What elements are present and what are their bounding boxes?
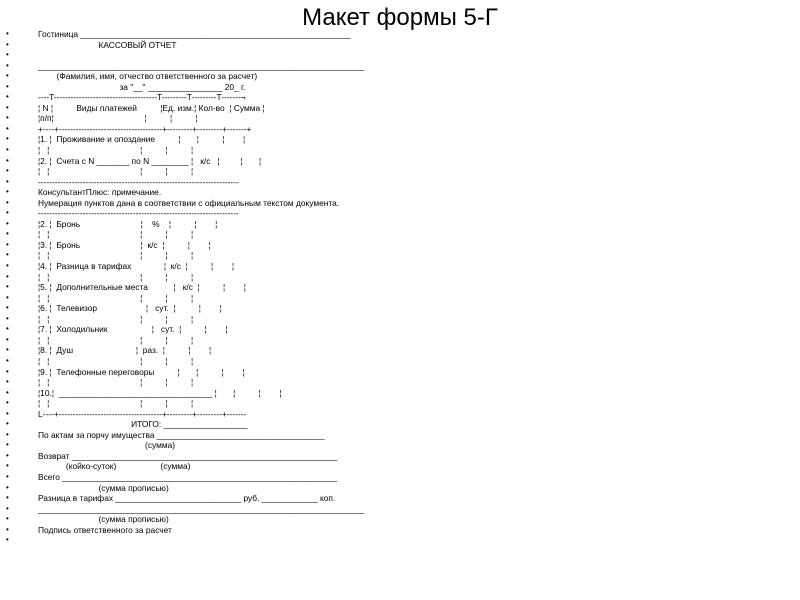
form-line: • ¦1. ¦ Проживание и опоздание ¦ ¦ ¦ ¦ [6,134,364,145]
form-line: • ¦2. ¦ Бронь ¦ % ¦ ¦ ¦ [6,219,364,230]
form-line: • ------------------------------------------------------------------------ [6,208,364,219]
form-line: • Разница в тарифах ___________________________ руб. ____________ коп. [6,493,364,504]
form-line: • ¦7. ¦ Холодильник ¦ сут. ¦ ¦ ¦ [6,324,364,335]
form-line: • +----+-------------------------------------+---------+---------+-------+ [6,124,364,135]
form-line: • Подпись ответственного за расчет [6,525,364,536]
form-line: • (сумма прописью) [6,514,364,525]
form-line: • ¦6. ¦ Телевизор ¦ сут. ¦ ¦ ¦ [6,303,364,314]
form-line: • ______________________________________________________________________ [6,61,364,72]
form-line: • ¦ ¦ ¦ ¦ ¦ [6,335,364,346]
form-line: • (сумма прописью) [6,483,364,494]
form-line: • ¦ ¦ ¦ ¦ ¦ [6,145,364,156]
form-line: • ¦5. ¦ Дополнительные места ¦ к/с ¦ ¦ ¦ [6,282,364,293]
form-line: • КАССОВЫЙ ОТЧЕТ [6,40,364,51]
form-line: • ¦ ¦ ¦ ¦ ¦ [6,229,364,240]
form-line: • ¦ ¦ ¦ ¦ ¦ [6,293,364,304]
form-line: • ¦ N ¦ Виды платежей ¦Ед. изм.¦ Кол-во ¦ Сумма ¦ [6,103,364,114]
slide-title: Макет формы 5-Г [302,4,498,31]
form-line: • Нумерация пунктов дана в соответствии с официальным текстом документа. [6,198,364,209]
form-line: • По актам за порчу имущества ____________________________________ [6,430,364,441]
form-line: • (Фамилия, имя, отчество ответственного за расчет) [6,71,364,82]
form-line: • ¦ ¦ ¦ ¦ ¦ [6,166,364,177]
form-line: • Гостиница __________________________________________________________ [6,29,364,40]
form-line: • ------------------------------------------------------------------------ [6,177,364,188]
form-line: • ¦ ¦ ¦ ¦ ¦ [6,398,364,409]
form-line: • ______________________________________________________________________ [6,504,364,515]
form-line: • ¦п/п¦ ¦ ¦ ¦ [6,113,364,124]
form-lines [6,29,364,546]
form-line: • ¦10.¦ _________________________________ ¦ ¦ ¦ ¦ [6,388,364,399]
form-line: • за "__" ________________ 20_ г. [6,82,364,93]
form-line: • ¦ ¦ ¦ ¦ ¦ [6,377,364,388]
form-line: • ¦ ¦ ¦ ¦ ¦ [6,314,364,325]
form-line: • L----+-------------------------------------+---------+---------+------- [6,409,364,420]
form-line: • ¦ ¦ ¦ ¦ ¦ [6,250,364,261]
form-line: • ¦ ¦ ¦ ¦ ¦ [6,272,364,283]
form-line: • (сумма) [6,440,364,451]
form-line: • КонсультантПлюс: примечание. [6,187,364,198]
form-line: • ¦2. ¦ Счета с N _______ по N ________ ¦ к/с ¦ ¦ ¦ [6,156,364,167]
form-line: • ИТОГО: __________________ [6,419,364,430]
form-line: • ¦3. ¦ Бронь ¦ к/с ¦ ¦ ¦ [6,240,364,251]
form-line: • (койко-суток) (сумма) [6,461,364,472]
form-line [6,50,364,61]
form-line: • ¦8. ¦ Душ ¦ раз. ¦ ¦ ¦ [6,345,364,356]
form-line: • ¦9. ¦ Телефонные переговоры ¦ ¦ ¦ ¦ [6,367,364,378]
form-line: • Возврат _________________________________________________________ [6,451,364,462]
form-line: • ¦ ¦ ¦ ¦ ¦ [6,356,364,367]
form-line: • ----T-------------------------------------T---------T---------T-------¬ [6,92,364,103]
form-line [6,535,364,546]
form-line: • Всего ___________________________________________________________ [6,472,364,483]
form-line: • ¦4. ¦ Разница в тарифах ¦ к/с ¦ ¦ ¦ [6,261,364,272]
